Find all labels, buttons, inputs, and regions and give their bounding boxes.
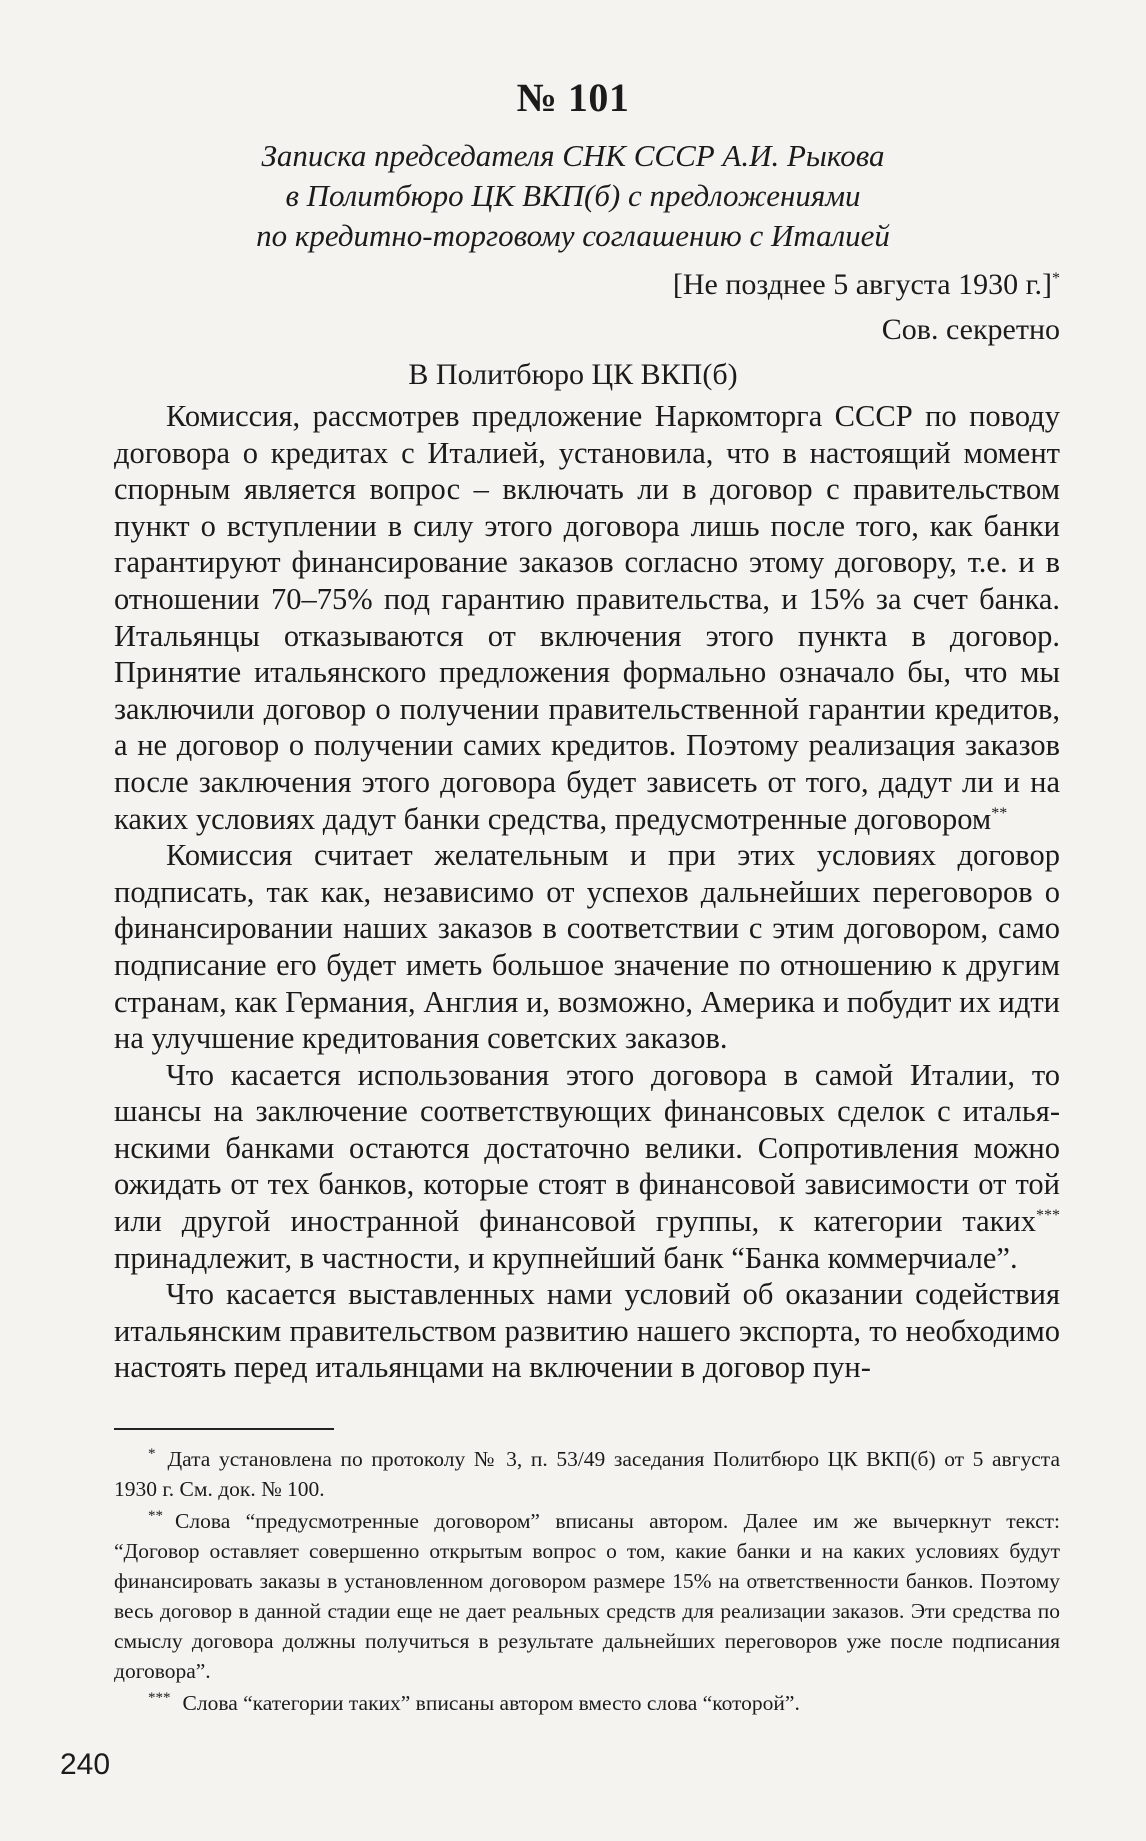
paragraph-3-text-a: Что касается использования этого договора в самой Италии, то шансы на заключение соответствующих финансовых сделок с итальянскими банками остаются достаточно велики. Сопротивления можно ожидать от тех банков, которые стоят в финансовой зависимости от той или другой иностранной финансовой группы, к категории таких: [114, 1057, 1060, 1239]
title-line-3: по кредитно-торговому соглашению с Италией: [256, 218, 890, 253]
classification-stamp: Сов. секретно: [881, 313, 1060, 346]
paragraph-4: Что касается выставленных нами условий об оказании содействия итальянским правительством развитию нашего экспорта, то необходимо настоять перед итальянцами на включении в договор пун-: [114, 1277, 1060, 1385]
footnote-ref-2: **: [991, 804, 1008, 822]
footnote-3-text: Слова “категории таких” вписаны автором вместо слова “которой”.: [182, 1691, 800, 1715]
footnote-1: [114, 1444, 1060, 1504]
addressee: В Политбюро ЦК ВКП(б): [408, 358, 738, 391]
footnote-2-mark: **: [148, 1507, 163, 1524]
paragraph-2: Комиссия считает желательным и при этих условиях договор подписать, так как, независимо от успехов дальнейших переговоров о финансировании наших заказов в соответствии с этим договором, само подписание его будет иметь большое значение по отношению к другим странам, как Германия, Англия и, возможно, Америка и побудит их идти на улучшение кредитования советских заказов.: [114, 838, 1060, 1056]
footnote-3: [114, 1688, 1060, 1718]
footnote-2: [114, 1506, 1060, 1686]
page-number: 240: [60, 1748, 111, 1781]
footnote-1-mark: *: [148, 1445, 156, 1462]
date-footnote-mark: *: [1052, 270, 1060, 287]
footnote-ref-3: ***: [1036, 1206, 1060, 1224]
paragraph-1: [114, 398, 1060, 837]
title-line-2: в Политбюро ЦК ВКП(б) с предложениями: [285, 178, 861, 213]
footnote-2-text: Слова “предусмотренные договором” вписаны автором. Далее им же вычеркнут текст: “Договор оставляет совершенно открытым вопрос о том, какие банки и на каких условиях будут финансировать заказы в установленном договором размере 15% на ответственности банков. Поэтому весь договор в данной стадии еще не дает реальных средств для реализации заказов. Эти средства по смыслу договора должны получиться в результате дальнейших переговоров уже после подписания договора”.: [114, 1509, 1060, 1683]
footnote-divider: [114, 1428, 334, 1430]
document-number: № 101: [516, 75, 630, 120]
document-title: [0, 136, 1146, 256]
document-body: [114, 398, 1060, 1386]
footnote-3-mark: ***: [148, 1689, 171, 1706]
document-date-line: [673, 268, 1060, 302]
paragraph-3: [114, 1057, 1060, 1277]
paragraph-3-text-b: принадлежит, в частности, и крупнейший банк “Банка коммерчиале”.: [114, 1240, 1018, 1275]
document-date: [Не позднее 5 августа 1930 г.]: [672, 268, 1052, 301]
footnotes: [114, 1444, 1060, 1718]
title-line-1: Записка председателя СНК СССР А.И. Рыкова: [261, 138, 885, 173]
footnote-1-text: Дата установлена по протоколу № 3, п. 53/49 заседания Политбюро ЦК ВКП(б) от 5 августа 1930 г. См. док. № 100.: [114, 1447, 1060, 1501]
paragraph-1-text: Комиссия, рассмотрев предложение Наркомторга СССР по поводу договора о кредитах с Италией, установила, что в настоящий момент спорным является вопрос – включать ли в договор с правительством пункт о вступлении в силу этого договора лишь после того, как банки гарантируют финансирование заказов согласно этому договору, т.е. и в отношении 70–75% под гарантию правительства, и 15% за счет банка. Итальянцы отказываются от включения этого пункта в договор. Принятие итальянского предложения формально означало бы, что мы заключили договор о получении правительственной гарантии кредитов, а не договор о получении самих кредитов. Поэтому реализация заказов после заключения этого договора будет зависеть от того, дадут ли и на каких условиях дадут банки средства, предусмотренные договором: [114, 399, 1060, 836]
